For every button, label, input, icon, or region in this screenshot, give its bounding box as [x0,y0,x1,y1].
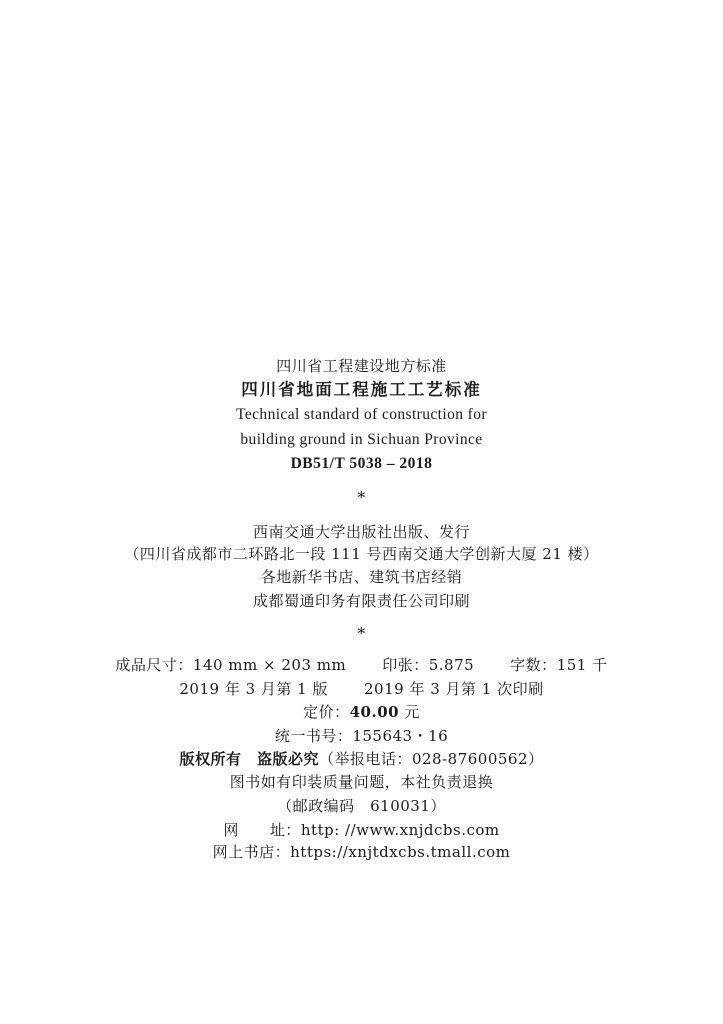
price-value: 40.00 [349,703,400,721]
separator-star: * [357,488,366,507]
standard-code: DB51/T 5038 – 2018 [290,455,433,472]
standard-title-en-line2: building ground in Sichuan Province [240,431,483,448]
separator-star: * [357,624,366,643]
sheets-label: 印张： [382,656,429,674]
book-number-value: 155643・16 [352,727,449,745]
printer-line: 成都蜀通印务有限责任公司印刷 [252,592,470,610]
report-hotline: （举报电话：028-87600562） [318,750,544,768]
online-store-line [0,842,723,862]
standard-series: 四川省工程建设地方标准 [276,357,447,375]
price-line [0,702,723,722]
specs-line [0,655,723,675]
website-label: 网 址： [223,821,301,839]
online-store-value: https://xnjtdxcbs.tmall.com [290,843,511,861]
website-value: http: //www.xnjdcbs.com [300,821,500,839]
postcode-line: （邮政编码 610031） [277,797,446,815]
size-label: 成品尺寸： [115,656,193,674]
website-line [0,820,723,840]
publisher-address: （四川省成都市二环路北一段 111 号西南交通大学创新大厦 21 楼） [124,545,599,563]
standard-title-en-line1: Technical standard of construction for [236,406,487,423]
size-value: 140 mm × 203 mm [192,656,347,674]
price-label: 定价： [303,703,350,721]
distribution-line: 各地新华书店、建筑书店经销 [260,568,463,586]
words-value: 151 千 [556,656,608,674]
standard-title-cn: 四川省地面工程施工工艺标准 [241,380,482,399]
book-number-label: 统一书号： [274,727,353,745]
return-notice: 图书如有印装质量问题，本社负责退换 [229,773,494,791]
edition-text: 2019 年 3 月第 1 版 [179,680,328,698]
copyright-notice: 版权所有 盗版必究 [179,750,319,768]
copyright-line [0,749,723,769]
price-unit: 元 [404,703,420,721]
printing-text: 2019 年 3 月第 1 次印刷 [364,680,544,698]
words-label: 字数： [510,656,557,674]
book-number-line [0,726,723,746]
sheets-value: 5.875 [428,656,475,674]
edition-line [0,679,723,699]
publish-line: 西南交通大学出版社出版、发行 [252,523,470,541]
online-store-label: 网上书店： [212,843,291,861]
